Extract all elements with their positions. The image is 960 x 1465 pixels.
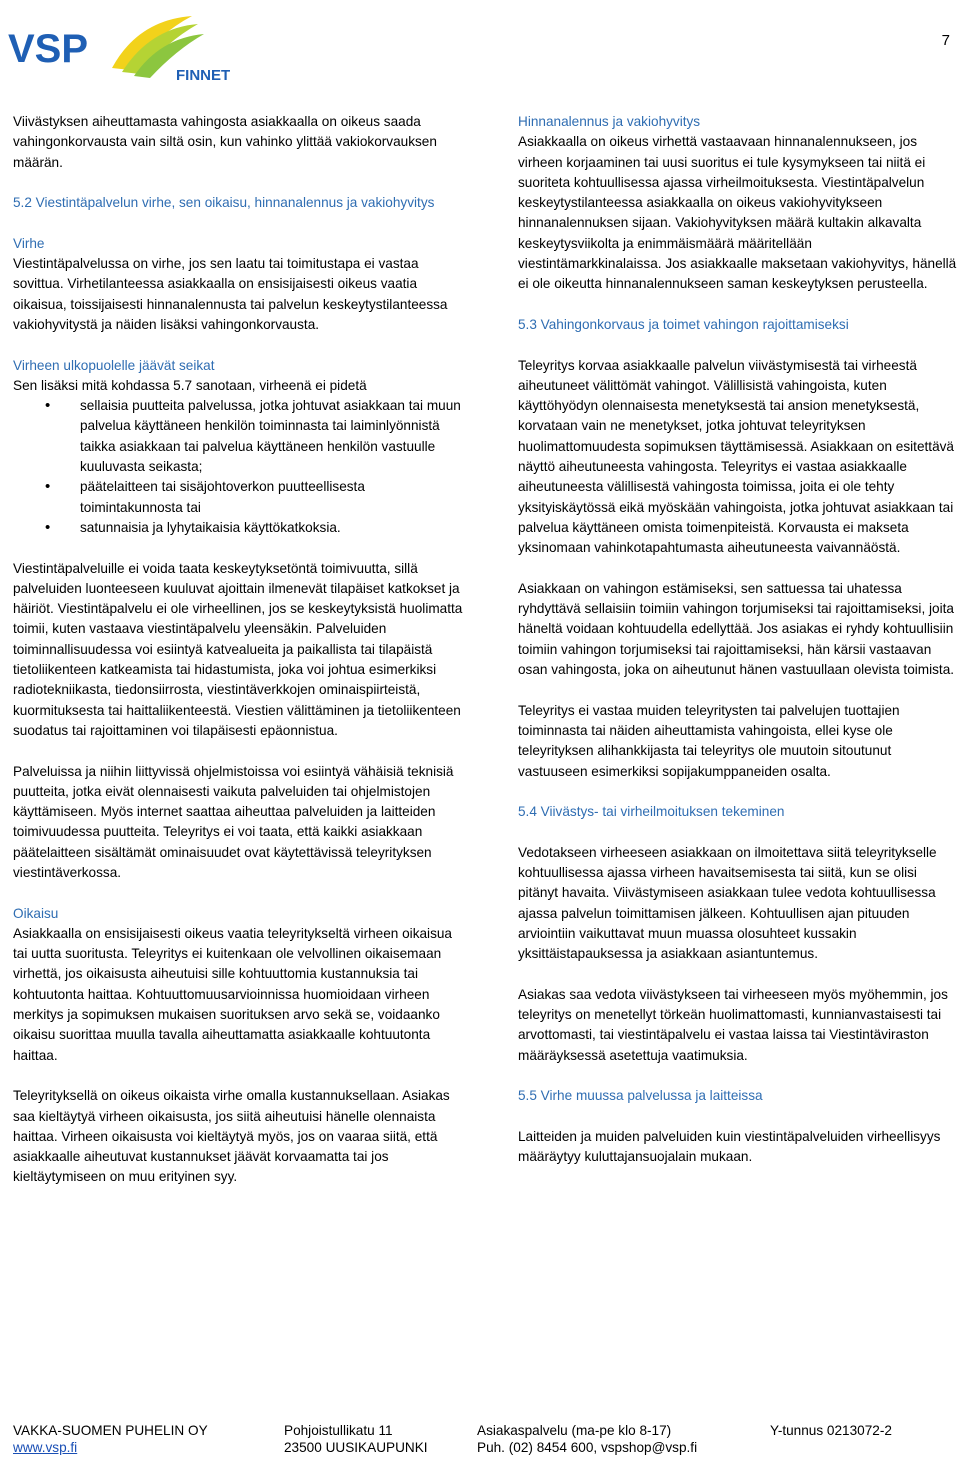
section-heading-5-5: 5.5 Virhe muussa palvelussa ja laitteissa: [518, 1088, 763, 1104]
section-heading-5-2: 5.2 Viestintäpalvelun virhe, sen oikaisu, hinnanalennus ja vakiohyvitys: [13, 195, 435, 211]
logo-graphic: [8, 10, 248, 90]
subheading-hinnanalennus: Hinnanalennus ja vakiohyvitys: [518, 114, 701, 129]
paragraph-hinnanalennus: Asiakkaalla on oikeus virhettä vastaavaan hinnanalennukseen, jos virheen korjaaminen tai uusi suoritus ei tule kysymykseen tai niitä ei suoriteta kohtuullisessa ajassa virheilmoituksesta. Viestintäpalvelun keskeytystilanteessa asiakkaalla on oikeus vakiohyvitykseen hinnanalennuksen sijaan. Vakiohyvityksen määrä kultakin alkavalta keskeytysviikolta ja enimmäismäärä määritellään viestintämarkkinalaissa. Jos asiakkaalle maksetaan vakiohyvitys, hänellä ei ole oikeutta hinnanalennukseen saman keskeytyksen perusteella.: [518, 134, 957, 292]
subheading-virhe: Virhe: [13, 235, 45, 251]
footer-city: 23500 UUSIKAUPUNKI: [284, 1440, 428, 1455]
paragraph-laitteet: Laitteiden ja muiden palveluiden kuin viestintäpalveluiden virheellisyys määräytyy kuluttajansuojalain mukaan.: [518, 1128, 941, 1165]
paragraph-virhe: Viestintäpalvelussa on virhe, jos sen laatu tai toimitustapa ei vastaa sovittua. Virhetilanteessa asiakkaalla on ensisijaisesti oikeus vaatia oikaisua, toissijaisesti hinnanalennusta tai palvelun keskeytystilanteessa vakiohyvitystä ja näiden lisäksi vahingonkorvausta.: [13, 256, 448, 332]
footer-company-name: VAKKA-SUOMEN PUHELIN OY: [13, 1423, 208, 1438]
footer-service-hours: Asiakaspalvelu (ma-pe klo 8-17): [477, 1423, 672, 1438]
section-heading-5-3: 5.3 Vahingonkorvaus ja toimet vahingon rajoittamiseksi: [518, 316, 849, 332]
paragraph-oikaisu: Asiakkaalla on ensisijaisesti oikeus vaatia teleyritykseltä virheen oikaisua tai uutta suoritusta. Teleyritys ei kuitenkaan ole velvollinen oikaisemaan virhettä, jos oikaisusta aiheutuisi sille kohtuuttomia kustannuksia tai kohtuutonta haittaa. Kohtuuttomuusarvioinnissa huomioidaan virheen merkitys ja sopimuksen mukaisen suorituksen arvo sekä se, voidaanko oikaisu suorittaa muulla tavalla aiheuttamatta asiakkaalle kohtuutonta haittaa.: [13, 925, 452, 1063]
section-heading-5-4: 5.4 Viivästys- tai virheilmoituksen tekeminen: [518, 804, 785, 820]
subheading-oikaisu: Oikaisu: [13, 905, 59, 921]
subheading-ulkopuolelle: Virheen ulkopuolelle jäävät seikat: [13, 357, 215, 373]
list-item: • sellaisia puutteita palvelussa, jotka johtuvat asiakkaan tai muun palvelua käyttäneen henkilön toiminnasta tai laiminlyönnistä taikka asiakkaan tai palvelua käyttäneen henkilön vastuulle kuuluvasta seikasta;: [13, 396, 463, 477]
paragraph-muut-teleyritykset: Teleyritys ei vastaa muiden teleyritysten tai palvelujen tuottajien toiminnasta tai näiden aiheuttamista vahingoista, ellei kyse ole teleyrityksen alihankkijasta tai teleyritys ole muutoin sitoutunut vastuuseen esimerkiksi sopijakumppaneiden osalta.: [518, 702, 900, 779]
exclusion-list: [13, 396, 463, 538]
list-item: • päätelaitteen tai sisäjohtoverkon puutteellisesta toimintakunnosta tai: [13, 477, 463, 518]
right-column: [518, 112, 958, 1188]
vsp-finnet-logo: [8, 10, 248, 90]
logo-vsp-text: VSP: [8, 27, 89, 71]
page-number: 7: [941, 32, 950, 49]
footer-ytunnus: Y-tunnus 0213072-2: [770, 1423, 892, 1438]
paragraph-oikaisu-oikeus: Teleyrityksellä on oikeus oikaista virhe omalla kustannuksellaan. Asiakas saa kieltäytyä virheen oikaisusta, jos siitä aiheutuisi hänelle olennaista haittaa. Virheen oikaisusta voi kieltäytyä myös, jos on vaaraa siitä, että asiakkaalle aiheutuvat kustannukset jäävät korvaamatta tai jos kieltäytymiseen on muu erityinen syy.: [13, 1088, 450, 1185]
footer-ytunnus-block: [770, 1422, 892, 1439]
footer-service-block: [477, 1422, 697, 1456]
paragraph-vahingon-estaminen: Asiakkaan on vahingon estämiseksi, sen sattuessa tai uhatessa ryhdyttävä sellaisiin toimiin vahingon torjumiseksi tai rajoittamiseksi, joita häneltä voidaan kohtuudella edellyttää. Jos asiakas ei ryhdy kohtuullisiin toimiin vahingon torjumiseksi tai rajoittamiseksi, hän kärsii vastaavan osan vahingosta, joka on aiheutunut hänen vastuullaan olevista toimista.: [518, 580, 955, 678]
list-item: • satunnaisia ja lyhytaikaisia käyttökatkoksia.: [13, 518, 463, 538]
paragraph-ohjelmistot: Palveluissa ja niihin liittyvissä ohjelmistoissa voi esiintyä vähäisiä teknisiä puutteita, jotka eivät olennaisesti vaikuta palveluiden tai ohjelmistojen käyttämiseen. Myös internet saattaa aiheuttaa palveluiden ja laitteiden toimivuudessa puutteita. Teleyritys ei voi taata, että kaikki asiakkaan päätelaitteen sisältämät ominaisuudet ovat käytettävissä teleyrityksen viestintäverkossa.: [13, 763, 454, 880]
paragraph-ilmoitus: Vedotakseen virheeseen asiakkaan on ilmoitettava siitä teleyritykselle kohtuullisessa ajassa virheen havaitsemisesta tai siitä, kun se olisi pitänyt havaita. Viivästymiseen asiakkaan tulee vedota kohtuullisessa ajassa palvelun toimittamisen jälkeen. Kohtuullisen ajan pituuden arviointiin vaikuttavat muun muassa olosuhteet kussakin yksittäistapauksessa ja asiakkaan asiantuntemus.: [518, 844, 937, 962]
footer-company-block: [13, 1422, 208, 1456]
footer-street: Pohjoistullikatu 11: [284, 1423, 393, 1438]
logo-finnet-text: FINNET: [176, 67, 231, 84]
footer-website-link[interactable]: www.vsp.fi: [13, 1440, 78, 1455]
paragraph-delay-compensation: Viivästyksen aiheuttamasta vahingosta asiakkaalla on oikeus saada vahingonkorvausta vain siltä osin, kun vahinko ylittää vakiokorvauksen määrän.: [13, 114, 437, 170]
footer-phone-email: Puh. (02) 8454 600, vspshop@vsp.fi: [477, 1440, 698, 1455]
paragraph-ulkopuolelle: Sen lisäksi mitä kohdassa 5.7 sanotaan, virheenä ei pidetä: [13, 377, 367, 393]
paragraph-toimivuus: Viestintäpalveluille ei voida taata keskeytyksetöntä toimivuutta, sillä palveluiden luonteeseen kuuluvat ajoittain ilmenevät tilapäiset katkokset ja häiriöt. Viestintäpalvelu ei ole virheellinen, jos se keskeytyksistä huolimatta toimii, kuten vastaava viestintäpalvelu yleensäkin. Palveluiden toiminnallisuudessa voi esiintyä katvealueita ja paikallista tai tilapäistä tietoliikenteen katkeamista tai hidastumista, joka voi johtua esimerkiksi radiotekniikasta, tiedonsiirrosta, viestintäverkkojen ominaispiirteistä, kuormituksesta tai haittaliikenteestä. Viestien välittäminen ja tietoliikenteen suodatus tai rajoittaminen voi tilapäisesti epäonnistua.: [13, 560, 463, 738]
footer-address-block: [284, 1422, 428, 1456]
paragraph-vahingonkorvaus: Teleyritys korvaa asiakkaalle palvelun viivästymisestä tai virheestä aiheutuneet välittömät vahingot. Välillisistä vahingoista, kuten käyttöhyödyn olennaisesta menetyksestä tai ansion menetyksestä, korvataan vain ne menetykset, jotka johtuvat teleyrityksen huolimattomuudesta sopimuksen täyttämisessä. Asiakkaan on esitettävä näyttö aiheutuneesta vahingosta. Teleyritys ei vastaa asiakkaalle aiheutuneesta välillisestä vahingosta toimissa, joita ei ole tehty yksityiskäytössä eikä myöskään vahingoista, jotka johtuvat asiakkaan tai palvelua käyttäneen omista toimenpiteistä. Korvausta ei makseta yksinomaan vahinkotapahtumasta aiheutuneesta vaivannäöstä.: [518, 357, 954, 556]
left-column: [13, 112, 463, 1208]
paragraph-myohemmin: Asiakas saa vedota viivästykseen tai virheeseen myös myöhemmin, jos teleyritys on menetellyt törkeän huolimattomasti, kunnianvastaisesti tai arvottomasti, tai viestintäpalvelu ei vastaa laissa tai Viestintäviraston määräyksessä asetettuja vaatimuksia.: [518, 986, 948, 1063]
